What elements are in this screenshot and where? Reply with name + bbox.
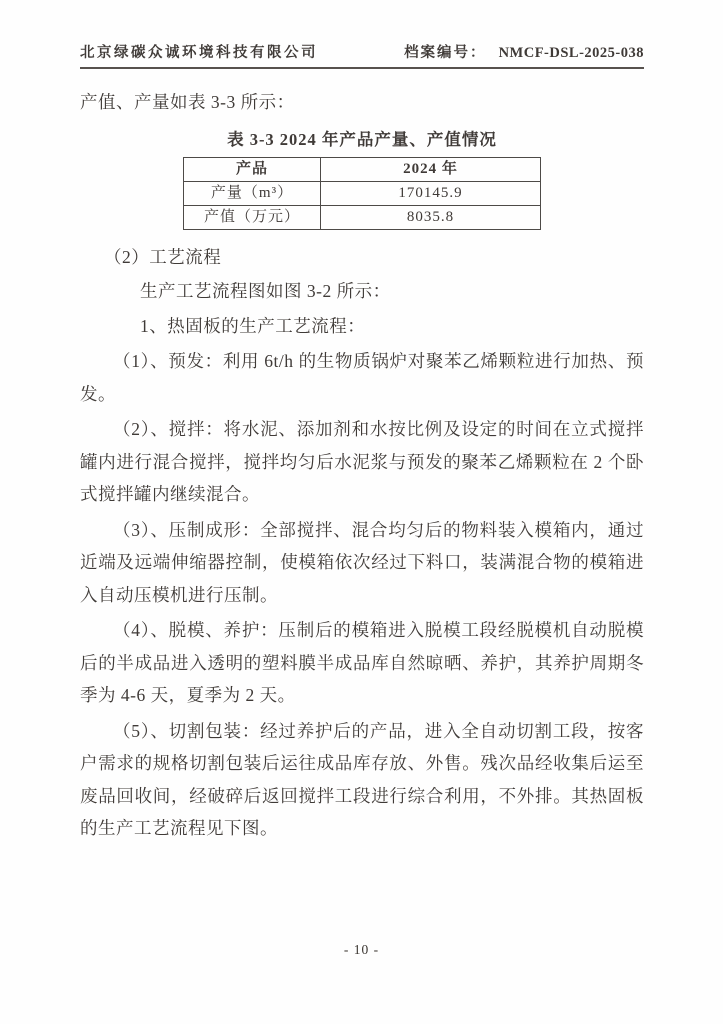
page-number: - 10 - [343,942,380,957]
paragraph-step-5: （5）、切割包装：经过养护后的产品，进入全自动切割工段，按客户需求的规格切割包装后运往成品库存放、外售。残次品经收集后运至废品回收间，经破碎后返回搅拌工段进行综合利用，不外排。其热固板的生产工艺流程见下图。 [80,720,644,838]
page-header [80,44,644,69]
row-label-value: 产值（万元） [184,205,321,229]
row-value-value: 8035.8 [321,205,541,229]
paragraph-process-list-title: 1、热固板的生产工艺流程： [140,315,366,336]
document-body [80,86,644,848]
paragraph-step-3: （3）、压制成形：全部搅拌、混合均匀后的物料装入模箱内，通过近端及远端伸缩器控制，使模箱依次经过下料口，装满混合物的模箱进入自动压模机进行压制。 [80,519,644,605]
archive-field [404,44,644,62]
production-output-table [183,157,541,230]
paragraph-step-2: （2）、搅拌：将水泥、添加剂和水按比例及设定的时间在立式搅拌罐内进行混合搅拌，搅拌均匀后水泥浆与预发的聚苯乙烯颗粒在 2 个卧式搅拌罐内继续混合。 [80,419,644,504]
paragraph-process-heading: （2）工艺流程 [104,246,222,267]
table-row [184,181,541,205]
archive-number: NMCF-DSL-2025-038 [498,45,644,61]
table-header-row [184,157,541,181]
archive-label: 档案编号： [404,45,487,61]
table-title: 表 3-3 2024 年产品产量、产值情况 [227,129,497,149]
row-value-output: 170145.9 [321,181,541,205]
table-header-product: 产品 [184,157,321,181]
row-label-output: 产量（m³） [184,181,321,205]
table-header-year: 2024 年 [321,157,541,181]
intro-line: 产值、产量如表 3-3 所示： [80,92,295,112]
paragraph-step-1: （1）、预发：利用 6t/h 的生物质锅炉对聚苯乙烯颗粒进行加热、预发。 [80,351,644,404]
paragraph-flowchart-ref: 生产工艺流程图如图 3-2 所示： [140,281,391,301]
company-name: 北京绿碳众诚环境科技有限公司 [80,45,318,61]
page-footer [0,942,723,958]
table-row [184,205,541,229]
paragraph-step-4: （4）、脱模、养护：压制后的模箱进入脱模工段经脱模机自动脱模后的半成品进入透明的塑料膜半成品库自然晾晒、养护，其养护周期冬季为 4-6 天，夏季为 2 天。 [80,620,644,705]
